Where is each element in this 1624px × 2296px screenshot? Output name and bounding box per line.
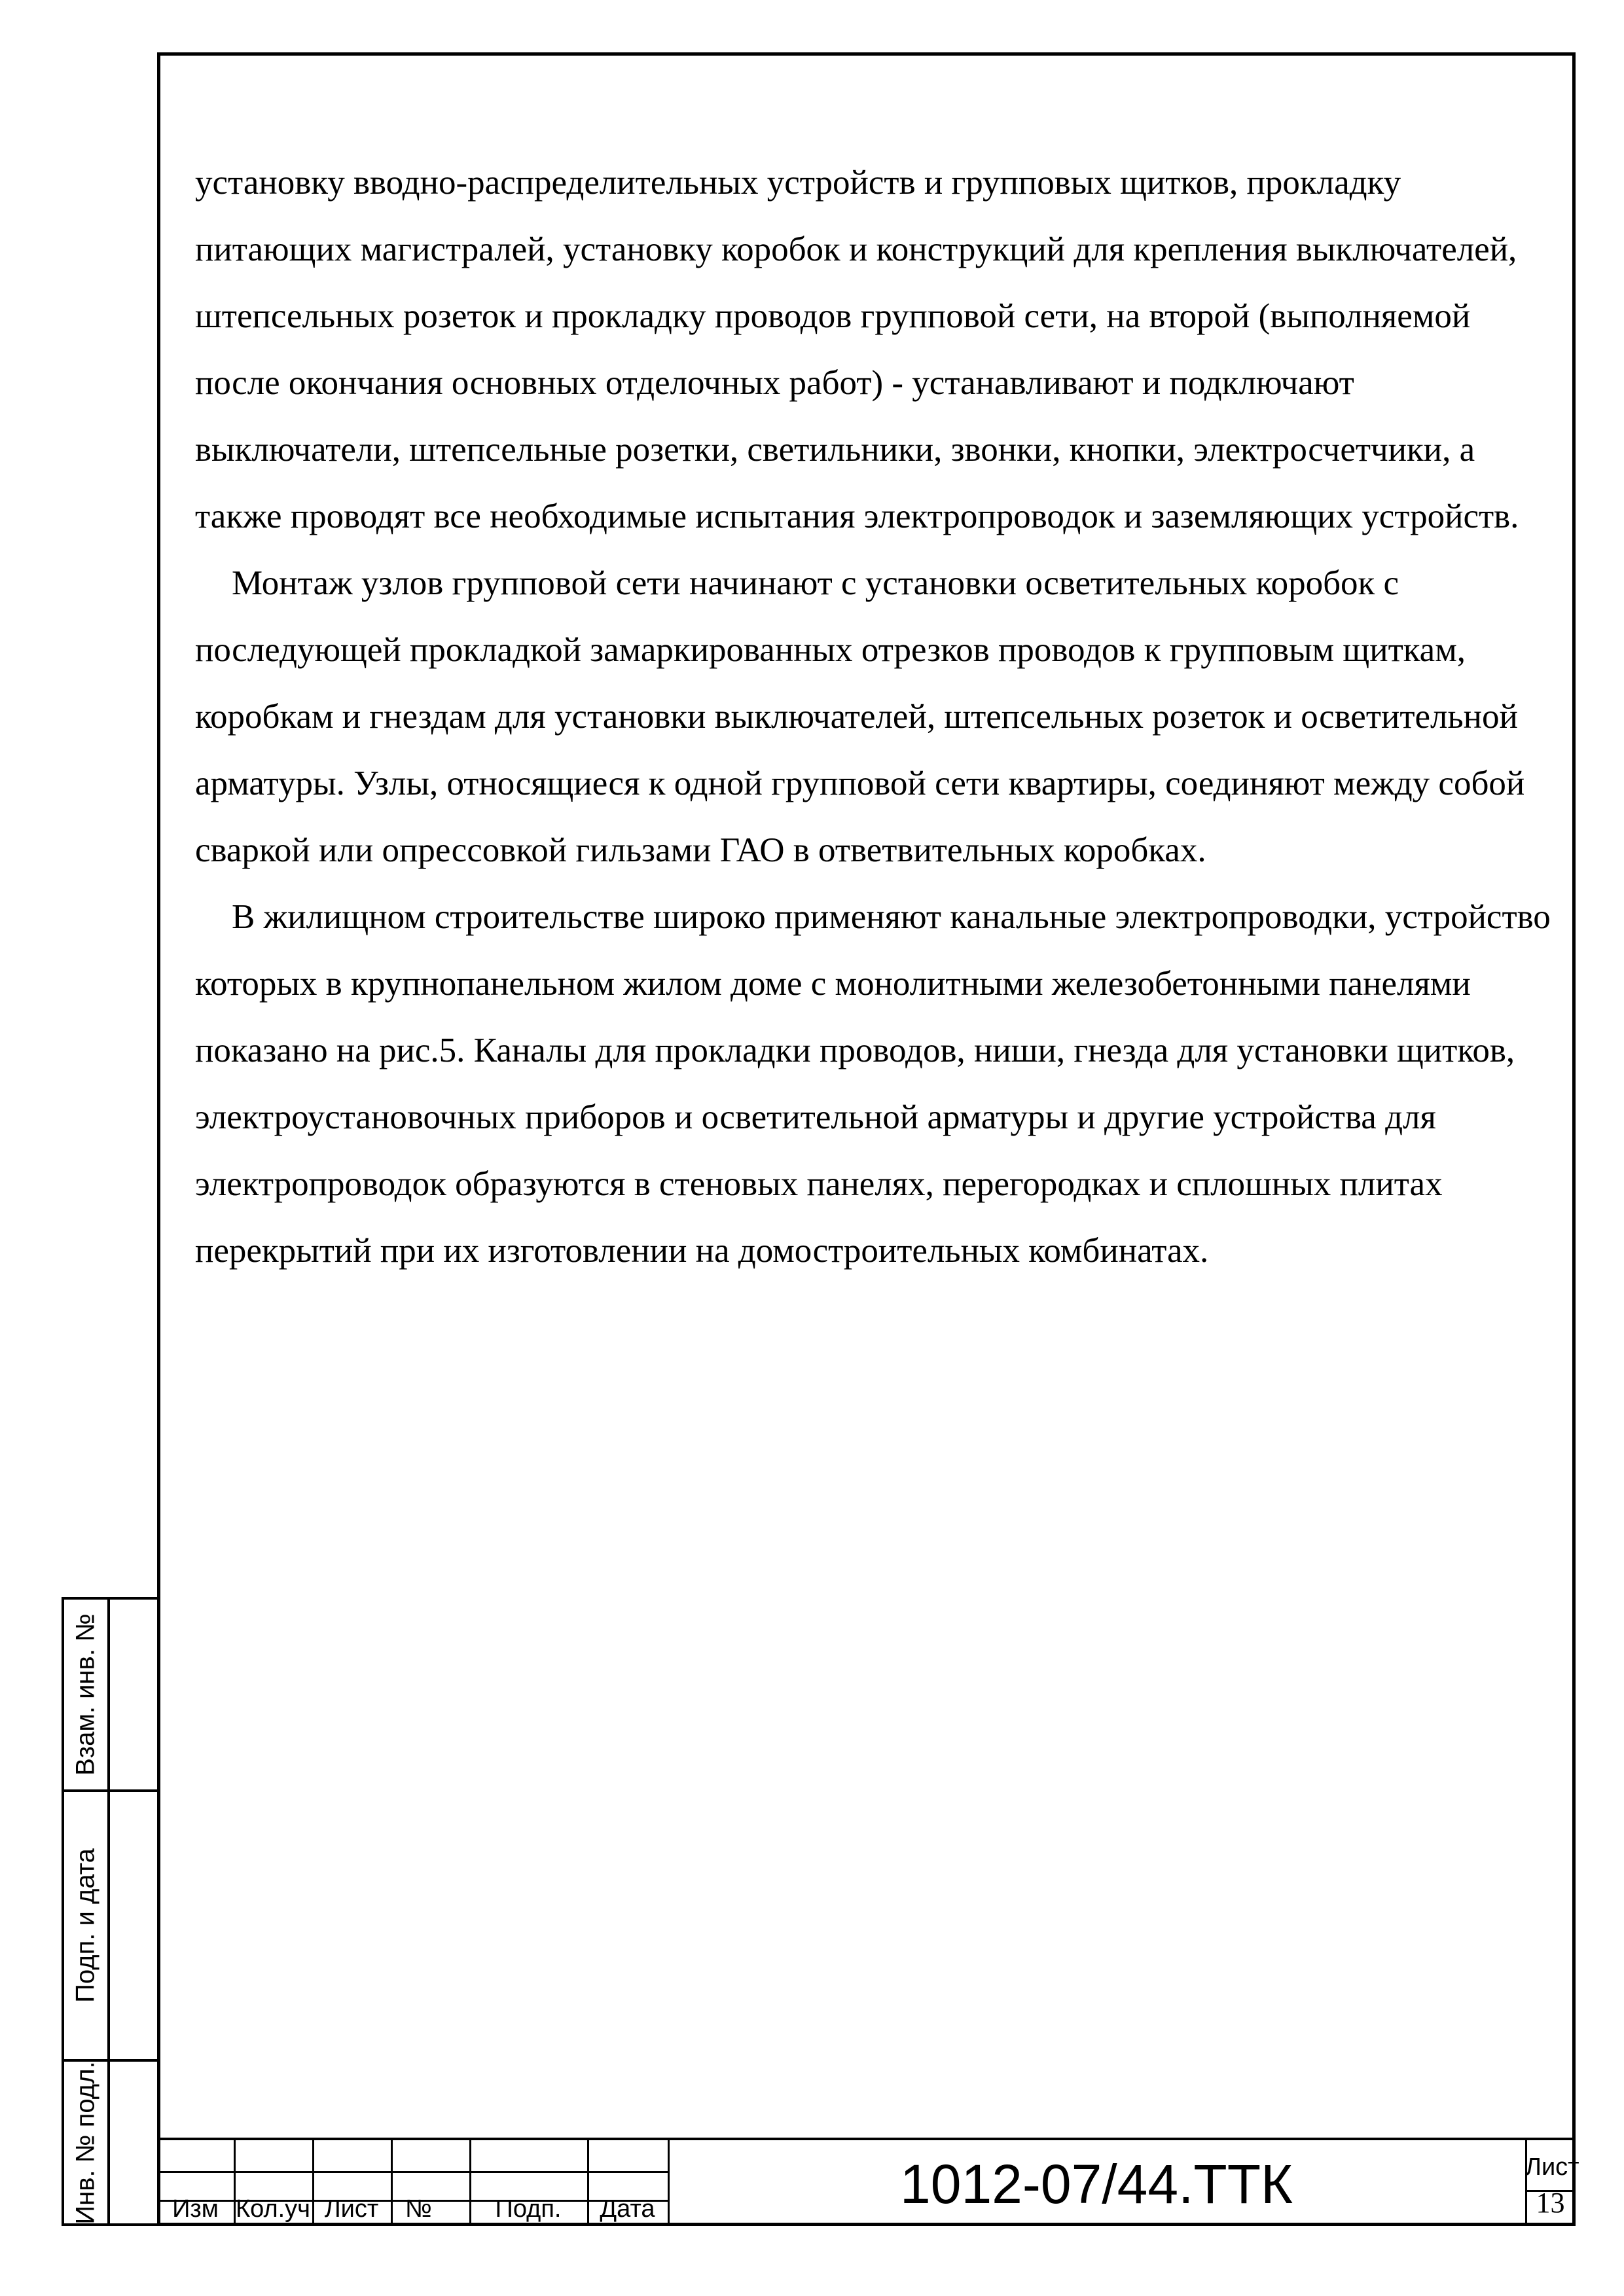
side-cell-inv-podl [62,2059,157,2226]
paragraph-1: установку вводно-распределительных устройств и групповых щитков, прокладку питающих магистралей, установку коробок и конструкций для крепления выключателей, штепсельных розеток и прокладку проводов групповой сети, на второй (выполняемой после окончания основных отделочных работ) - устанавливают и подключают выключатели, штепсельные розетки, светильники, звонки, кнопки, электросчетчики, а также проводят все необходимые испытания электропроводок и заземляющих устройств. [195,164,1519,535]
side-cell-vzam-inv [62,1597,157,1789]
side-label-inv-podl: Инв. № подл. [71,2060,100,2225]
side-label-podp-data: Подп. и дата [71,1848,100,2003]
paragraph-3: В жилищном строительстве широко применяют канальные электропроводки, устройство которых в крупнопанельном жилом доме с монолитными железобетонными панелями показано на рис.5. Каналы для прокладки проводов, ниши, гнезда для установки щитков, электроустановочных приборов и осветительной арматуры и другие устройства для электропроводок образуются в стеновых панелях, перегородках и сплошных плитах перекрытий при их изготовлении на домостроительных комбинатах. [195,898,1551,1270]
col-data: Дата [600,2195,655,2223]
title-block [157,2138,1579,2226]
col-kol-uch: Кол.уч [236,2195,310,2223]
sheet-label: Лист [1525,2153,1579,2181]
document-code: 1012-07/44.ТТК [900,2153,1293,2215]
col-podp: Подп. [495,2195,562,2223]
side-stamp [62,1597,157,2226]
col-list: Лист [324,2195,379,2223]
col-number: № [405,2195,432,2223]
col-izm: Изм [172,2195,219,2223]
side-label-vzam-inv: Взам. инв. № [71,1613,100,1776]
side-cell-podp-data [62,1789,157,2059]
document-body [195,149,1557,1284]
paragraph-2: Монтаж узлов групповой сети начинают с установки осветительных коробок с последующей прокладкой замаркированных отрезков проводов к групповым щиткам, коробкам и гнездам для установки выключателей, штепсельных розеток и осветительной арматуры. Узлы, относящиеся к одной групповой сети квартиры, соединяют между собой сваркой или опрессовкой гильзами ГАО в ответвительных коробках. [195,564,1525,869]
sheet-number: 13 [1536,2187,1565,2219]
